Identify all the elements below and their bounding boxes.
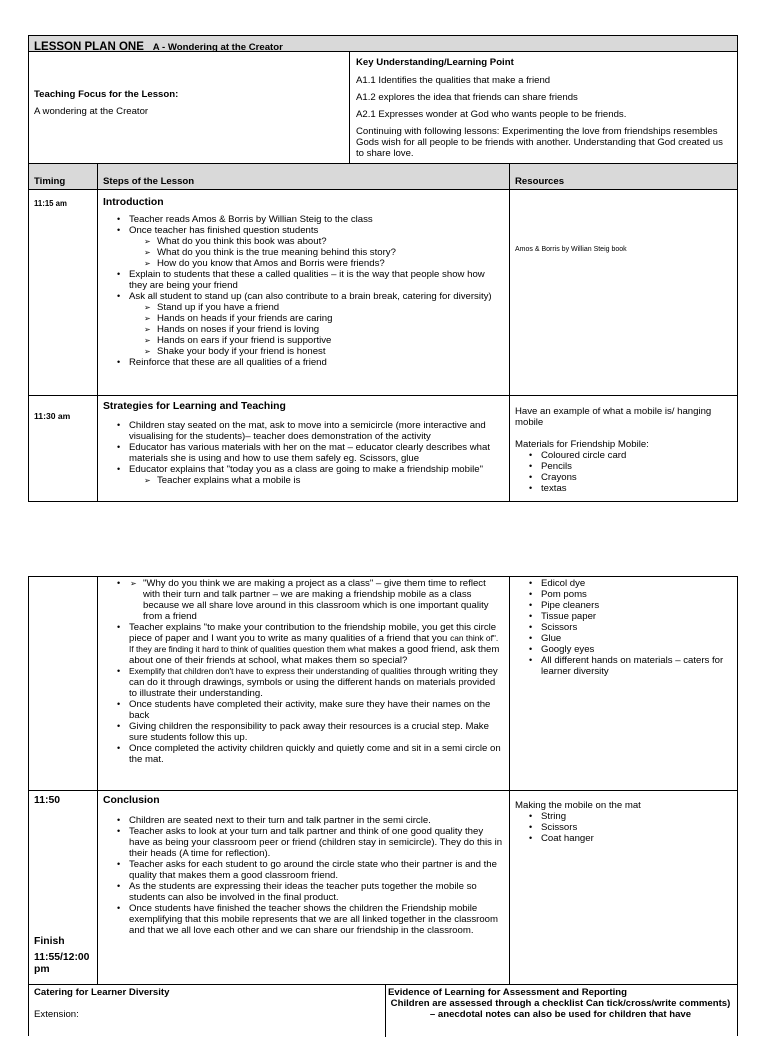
materials-list — [515, 578, 733, 677]
list-item: • Children are seated next to their turn and talk partner in the semi circle. — [129, 815, 505, 826]
finish-label: Finish — [34, 936, 65, 947]
list-item: ➢ How do you know that Amos and Borris were friends? — [157, 258, 505, 269]
evidence-cell — [385, 984, 737, 1037]
evidence-heading: Evidence of Learning for Assessment and Reporting — [388, 987, 628, 998]
teaching-focus-text: A wondering at the Creator — [34, 106, 149, 117]
diversity-heading: Catering for Learner Diversity — [34, 987, 170, 998]
materials-label: Materials for Friendship Mobile: — [515, 439, 649, 450]
list-item: • Teacher asks to look at your turn and talk partner and think of one good quality they have as being your classroom peer or friend (children stay in semicircle). They do this in their heads (A time for reflection). — [129, 826, 505, 859]
list-item: • Edicol dye — [541, 578, 733, 589]
teaching-focus-label: Teaching Focus for the Lesson: — [34, 89, 179, 100]
list-item: • Once students have finished the teacher shows the children the Friendship mobile exemplifying that this mobile represents that we are all linked together in the classroom and that we all love each other and we can share our friendship in the classroom. — [129, 903, 505, 936]
list-item: • Coat hanger — [541, 833, 733, 844]
lesson-title: LESSON PLAN ONE — [34, 41, 144, 51]
list-item: • Teacher explains "to make your contribution to the friendship mobile, you get this circle piece of paper and I want you to write as many qualities of a friend that you can think of". If they are finding it hard to think of qualities question them what makes a good friend, ask them about one of their friends at school, what makes them so special? — [129, 622, 505, 666]
lesson-subtitle: A - Wondering at the Creator — [152, 42, 283, 51]
timing-cell — [29, 189, 97, 395]
introduction-list — [103, 214, 505, 368]
list-item: • Once students have completed their activity, make sure they have their names on the back — [129, 699, 505, 721]
key-point-continuation: Continuing with following lessons: Experimenting the love from friendships resembles Gods wish for all people to be friends with another. Understanding that God created us to share love. — [356, 126, 723, 159]
conclusion-list — [103, 815, 505, 936]
list-item: ➢ Stand up if you have a friend — [157, 302, 505, 313]
col-header-resources: Resources — [509, 163, 737, 189]
list-item: ➢ Teacher explains what a mobile is — [157, 475, 505, 486]
list-item: • Scissors — [541, 622, 733, 633]
continued-list — [103, 578, 505, 765]
lesson-time: 11:50 — [34, 795, 61, 806]
list-item: • Giving children the responsibility to pack away their resources is a crucial step. Make sure students follow this up. — [129, 721, 505, 743]
materials-list — [515, 811, 733, 844]
list-item: • String — [541, 811, 733, 822]
list-item: • Coloured circle card — [541, 450, 733, 461]
question-list — [129, 236, 505, 269]
list-item: ➢ What do you think this book was about? — [157, 236, 505, 247]
list-item: • Reinforce that these are all qualities of a friend — [129, 357, 505, 368]
lesson-plan-page-1 — [28, 35, 738, 502]
lesson-plan-page-2 — [28, 576, 738, 1036]
lesson-title-bar — [29, 36, 737, 51]
steps-cell-introduction — [97, 189, 509, 395]
resource-intro: Have an example of what a mobile is/ hanging mobile — [515, 406, 712, 428]
key-point: A1.2 explores the idea that friends can share friends — [356, 92, 578, 103]
list-item: ➢ Hands on heads if your friends are caring — [157, 313, 505, 324]
list-item: • Glue — [541, 633, 733, 644]
steps-cell-continued — [97, 577, 509, 790]
resources-cell-conclusion — [509, 790, 737, 984]
list-item: • Googly eyes — [541, 644, 733, 655]
list-item: • Once teacher has finished question students ➢ What do you think this book was about? ➢ What do you think is the true meaning behind this story? ➢ How do you know that Amos and Borris were friends? — [129, 225, 505, 269]
action-list — [129, 302, 505, 357]
list-item: • Teacher reads Amos & Borris by Willian Steig to the class — [129, 214, 505, 225]
key-point: A2.1 Expresses wonder at God who wants people to be friends. — [356, 109, 627, 120]
lesson-time: 11:15 am — [34, 199, 67, 208]
list-item: ➢ Shake your body if your friend is honest — [157, 346, 505, 357]
timing-cell — [29, 395, 97, 501]
resources-cell-strategies — [509, 395, 737, 501]
list-item: ➢ Hands on noses if your friend is loving — [157, 324, 505, 335]
list-item: • All different hands on materials – caters for learner diversity — [541, 655, 733, 677]
list-item: • Exemplify that children don't have to express their understanding of qualities through writing they can do it through drawings, symbols or using the different hands on materials provided to illustrate their understanding. — [129, 666, 505, 699]
key-point: A1.1 Identifies the qualities that make a friend — [356, 75, 551, 86]
list-item: • Educator has various materials with her on the mat – educator clearly describes what materials she is using and how to use them safely eg. Scissors, glue — [129, 442, 505, 464]
col-header-steps: Steps of the Lesson — [97, 163, 509, 189]
list-item: • Pom poms — [541, 589, 733, 600]
list-item: • Once completed the activity children quickly and quietly come and sit in a semi circle on the mat. — [129, 743, 505, 765]
list-item: • Educator explains that "today you as a class are going to make a friendship mobile" ➢ Teacher explains what a mobile is — [129, 464, 505, 486]
timing-cell — [29, 790, 97, 984]
strategies-list — [103, 420, 505, 486]
sub-list — [103, 578, 505, 622]
steps-cell-conclusion — [97, 790, 509, 984]
extension-label: Extension: — [34, 1009, 79, 1020]
list-item: • Explain to students that these a called qualities – it is the way that people show how they are being your friend — [129, 269, 505, 291]
timing-cell — [29, 577, 97, 790]
steps-cell-strategies — [97, 395, 509, 501]
list-item: • Pipe cleaners — [541, 600, 733, 611]
resources-cell-continued — [509, 577, 737, 790]
list-item: • Children stay seated on the mat, ask to move into a semicircle (more interactive and visualising for the students)– teacher does demonstration of the activity — [129, 420, 505, 442]
list-item: • textas — [541, 483, 733, 494]
list-item: • Pencils — [541, 461, 733, 472]
list-item: ➢ What do you think is the true meaning behind this story? — [157, 247, 505, 258]
materials-list — [515, 450, 733, 494]
list-item: ➢ Hands on ears if your friend is supportive — [157, 335, 505, 346]
key-understanding-cell — [349, 51, 737, 163]
list-item: ➢ • "Why do you think we are making a project as a class" – give them time to reflect with their turn and talk partner – we are making a friendship mobile as a class because we all share love around in this classroom which is one important quality from a friend — [143, 578, 505, 622]
lesson-time: 11:30 am — [34, 411, 71, 421]
col-header-timing: Timing — [29, 163, 97, 189]
resource-text: Amos & Borris by Willian Steig book — [515, 246, 627, 253]
list-item: • Crayons — [541, 472, 733, 483]
list-item: • Scissors — [541, 822, 733, 833]
sub-list — [129, 475, 505, 486]
teaching-focus-cell — [29, 51, 349, 163]
finish-time: 11:55/12:00 pm — [34, 952, 90, 975]
section-heading: Strategies for Learning and Teaching — [103, 401, 286, 412]
key-understanding-heading: Key Understanding/Learning Point — [356, 57, 514, 68]
section-heading: Introduction — [103, 197, 164, 208]
resource-intro: Making the mobile on the mat — [515, 800, 641, 811]
resources-cell-introduction — [509, 189, 737, 395]
list-item: • Teacher asks for each student to go around the circle state who their partner is and the quality that makes them a good classroom friend. — [129, 859, 505, 881]
list-item: • As the students are expressing their ideas the teacher puts together the mobile so students can also be involved in the final product. — [129, 881, 505, 903]
learner-diversity-cell — [29, 984, 385, 1037]
section-heading: Conclusion — [103, 795, 160, 806]
list-item: • Ask all student to stand up (can also contribute to a brain break, catering for diversity) ➢ Stand up if you have a friend ➢ Hands on heads if your friends are caring ➢ Hands on noses if your friend is loving ➢ Hands on ears if your friend is supportive ➢ Shake your body if your friend is honest — [129, 291, 505, 357]
evidence-text: Children are assessed through a checklist Can tick/cross/write comments) – anecdotal notes can also be used for children that have — [390, 998, 731, 1020]
list-item: • Tissue paper — [541, 611, 733, 622]
